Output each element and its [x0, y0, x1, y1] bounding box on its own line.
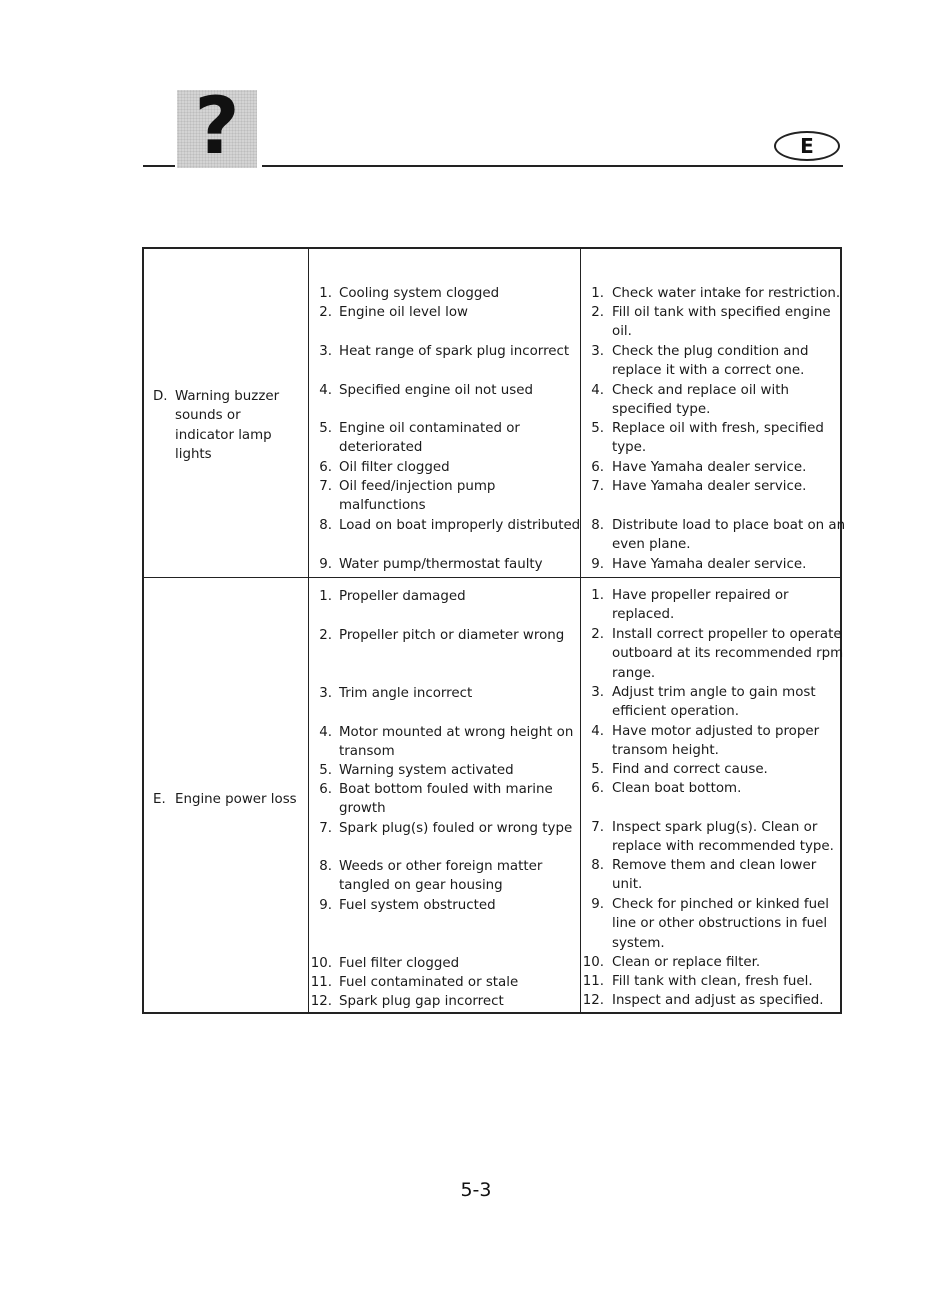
remedy-number: 3.	[591, 344, 604, 359]
remedy-text: Check and replace oil with	[612, 383, 789, 398]
cause-text: Water pump/thermostat faulty	[339, 557, 543, 572]
symptom-text: indicator lamp	[175, 427, 272, 443]
remedy-text: replaced.	[612, 607, 675, 623]
page-header	[0, 0, 952, 180]
cause-text: Heat range of spark plug incorrect	[339, 344, 570, 359]
remedy-number: 5.	[591, 762, 604, 777]
cause-number: 3.	[319, 344, 332, 359]
remedy-number: 1.	[591, 286, 604, 301]
remedy-number: 9.	[591, 557, 604, 572]
page-number: 5-3	[460, 1179, 492, 1201]
remedy-number: 4.	[591, 724, 604, 739]
cause-text: Specified engine oil not used	[339, 383, 533, 398]
remedy-text: replace with recommended type.	[612, 839, 834, 855]
remedy-text: Fill oil tank with specified engine	[612, 305, 831, 320]
symptom-letter: E.	[153, 792, 166, 807]
cause-number: 11.	[310, 975, 332, 990]
cause-number: 6.	[319, 782, 332, 797]
remedy-text: Fill tank with clean, fresh fuel.	[612, 974, 813, 989]
remedy-text: Inspect and adjust as specified.	[612, 993, 824, 1008]
cause-text: Warning system activated	[339, 763, 514, 778]
remedy-number: 8.	[591, 858, 604, 873]
cause-text: Oil filter clogged	[339, 460, 450, 475]
question-mark-icon	[177, 82, 257, 172]
remedy-number: 9.	[591, 897, 604, 912]
remedy-number: 6.	[591, 781, 604, 796]
cause-text: deteriorated	[339, 440, 423, 456]
cause-text: Boat bottom fouled with marine	[339, 782, 553, 797]
cause-number: 1.	[319, 589, 332, 604]
remedy-text: type.	[612, 440, 647, 456]
cause-text: Cooling system clogged	[339, 286, 500, 301]
row-divider	[144, 577, 840, 578]
cause-text: Weeds or other foreign matter	[339, 859, 543, 874]
symptom-text: lights	[175, 447, 212, 463]
remedy-text: Have motor adjusted to proper	[612, 724, 820, 739]
remedy-number: 6.	[591, 460, 604, 475]
cause-number: 7.	[319, 479, 332, 494]
remedy-number: 2.	[591, 627, 604, 642]
cause-text: transom	[339, 744, 395, 760]
remedy-number: 2.	[591, 305, 604, 320]
remedy-text: Have propeller repaired or	[612, 588, 789, 603]
remedy-text: Clean boat bottom.	[612, 781, 742, 796]
cause-number: 5.	[319, 763, 332, 778]
remedy-text: transom height.	[612, 743, 719, 759]
cause-number: 10.	[310, 956, 332, 971]
remedy-text: even plane.	[612, 537, 691, 553]
remedy-text: line or other obstructions in fuel	[612, 916, 828, 932]
cause-text: Engine oil level low	[339, 305, 469, 320]
cause-number: 8.	[319, 859, 332, 874]
remedy-number: 12.	[582, 993, 604, 1008]
language-badge: E	[774, 131, 840, 161]
remedy-text: Clean or replace filter.	[612, 955, 761, 970]
remedy-text: Find and correct cause.	[612, 762, 768, 777]
remedy-text: Check the plug condition and	[612, 344, 809, 359]
remedy-text: specified type.	[612, 402, 711, 418]
header-rule-left	[143, 165, 175, 167]
remedy-number: 3.	[591, 685, 604, 700]
remedy-text: replace it with a correct one.	[612, 363, 805, 379]
cause-text: growth	[339, 801, 386, 817]
remedy-number: 4.	[591, 383, 604, 398]
header-rule-right	[262, 165, 843, 167]
cause-number: 7.	[319, 821, 332, 836]
remedy-number: 7.	[591, 479, 604, 494]
remedy-text: unit.	[612, 877, 643, 893]
remedy-text: Install correct propeller to operate	[612, 627, 842, 642]
cause-text: Trim angle incorrect	[339, 686, 473, 701]
cause-text: Fuel filter clogged	[339, 956, 460, 971]
cause-number: 9.	[319, 557, 332, 572]
cause-text: Motor mounted at wrong height on	[339, 725, 574, 740]
cause-text: Oil feed/injection pump	[339, 479, 496, 494]
cause-number: 4.	[319, 383, 332, 398]
cause-number: 5.	[319, 421, 332, 436]
cause-number: 4.	[319, 725, 332, 740]
question-mark-glyph: ?	[194, 82, 240, 172]
cause-number: 2.	[319, 305, 332, 320]
cause-number: 1.	[319, 286, 332, 301]
cause-text: Engine oil contaminated or	[339, 421, 520, 436]
cause-text: Fuel system obstructed	[339, 898, 496, 913]
symptom-letter: D.	[153, 389, 168, 404]
remedy-text: Remove them and clean lower	[612, 858, 817, 873]
remedy-text: Adjust trim angle to gain most	[612, 685, 816, 700]
troubleshooting-table	[142, 247, 846, 1014]
remedy-text: Have Yamaha dealer service.	[612, 479, 807, 494]
symptom-text: Engine power loss	[175, 792, 297, 807]
symptom-text: Warning buzzer	[175, 389, 280, 404]
remedy-text: Inspect spark plug(s). Clean or	[612, 820, 818, 835]
remedy-text: Check for pinched or kinked fuel	[612, 897, 830, 912]
remedy-text: range.	[612, 665, 656, 681]
remedy-text: Have Yamaha dealer service.	[612, 460, 807, 475]
remedy-text: Replace oil with fresh, specified	[612, 421, 824, 436]
remedy-text: outboard at its recommended rpm	[612, 646, 844, 662]
symptom-text: sounds or	[175, 408, 241, 424]
remedy-number: 7.	[591, 820, 604, 835]
cause-number: 2.	[319, 628, 332, 643]
remedy-number: 11.	[582, 974, 604, 989]
remedy-text: system.	[612, 935, 665, 951]
remedy-text: Distribute load to place boat on an	[612, 518, 846, 533]
cause-text: tangled on gear housing	[339, 878, 503, 894]
cause-number: 12.	[310, 994, 332, 1009]
remedy-text: Check water intake for restriction.	[612, 286, 841, 301]
cause-number: 8.	[319, 518, 332, 533]
remedy-text: oil.	[612, 324, 632, 340]
cause-number: 3.	[319, 686, 332, 701]
remedy-text: efficient operation.	[612, 704, 740, 720]
remedy-number: 8.	[591, 518, 604, 533]
cause-text: Spark plug(s) fouled or wrong type	[339, 821, 573, 836]
cause-text: Spark plug gap incorrect	[339, 994, 504, 1009]
remedy-number: 1.	[591, 588, 604, 603]
cause-text: Load on boat improperly distributed	[339, 518, 581, 533]
cause-text: malfunctions	[339, 498, 426, 514]
cause-text: Propeller damaged	[339, 589, 466, 604]
remedy-number: 5.	[591, 421, 604, 436]
cause-text: Fuel contaminated or stale	[339, 975, 519, 990]
cause-text: Propeller pitch or diameter wrong	[339, 628, 565, 643]
cause-number: 9.	[319, 898, 332, 913]
cause-number: 6.	[319, 460, 332, 475]
remedy-text: Have Yamaha dealer service.	[612, 557, 807, 572]
remedy-number: 10.	[582, 955, 604, 970]
